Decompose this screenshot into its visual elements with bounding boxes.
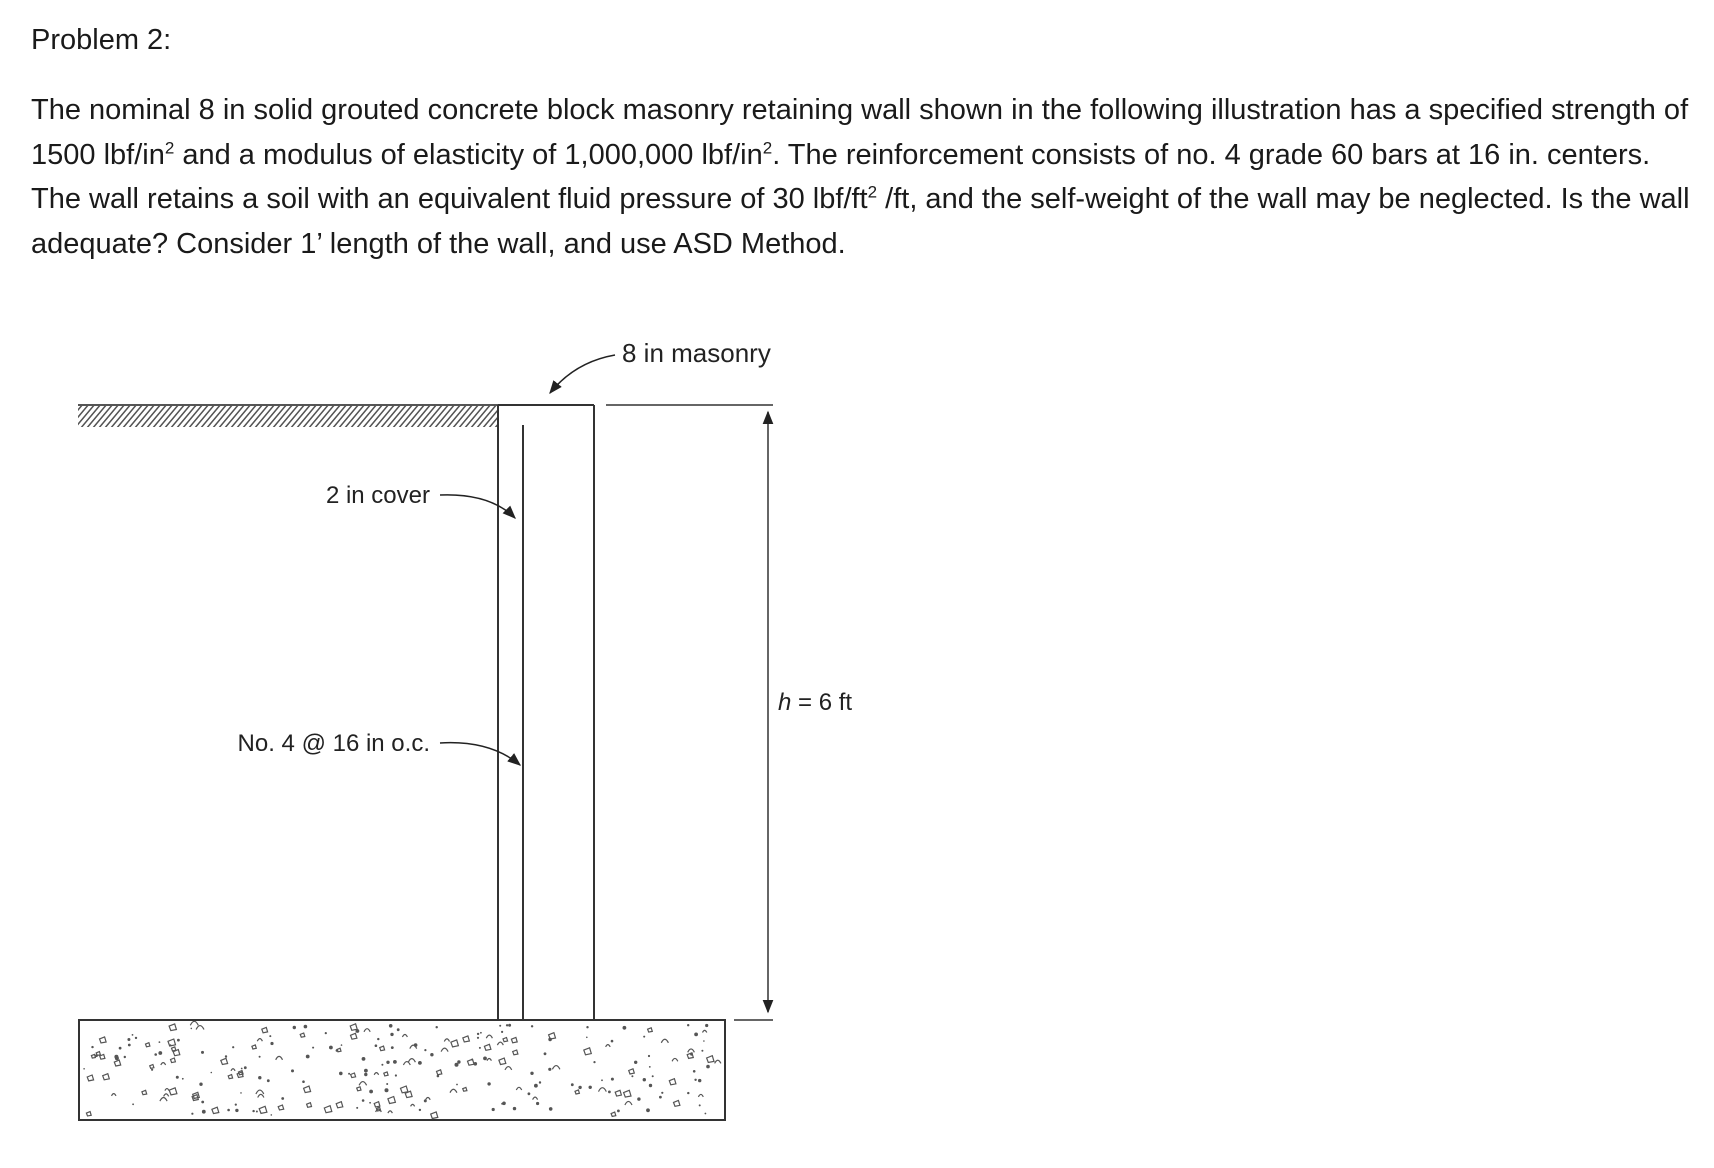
concrete-speckle: [615, 1090, 621, 1096]
problem-text-part: The nominal 8 in solid grouted concrete block masonry retaining wall shown in the following illustration has a specified strength of 1500 lbf/in: [31, 94, 1689, 171]
concrete-speckle: [356, 1029, 360, 1033]
concrete-speckle: [672, 1058, 678, 1061]
concrete-speckle: [694, 1079, 696, 1081]
problem-text-part: /ft, and the self-weight of the wall may be neglected. Is the wall adequate? Consider 1’ length of the wall, and use ASD Method.: [31, 183, 1690, 260]
concrete-speckle: [631, 1075, 633, 1077]
concrete-speckle: [397, 1028, 400, 1031]
concrete-speckle: [374, 1073, 378, 1075]
concrete-speckle: [534, 1084, 538, 1088]
concrete-speckle: [617, 1110, 620, 1113]
concrete-speckle: [142, 1090, 147, 1094]
concrete-speckle: [480, 1032, 482, 1034]
concrete-speckle: [357, 1087, 361, 1091]
concrete-speckle: [380, 1046, 385, 1051]
concrete-speckle: [463, 1036, 470, 1042]
concrete-speckle: [418, 1061, 422, 1065]
concrete-speckle: [499, 1025, 501, 1027]
concrete-speckle: [703, 1030, 707, 1032]
concrete-speckle: [487, 1059, 491, 1061]
concrete-speckle: [151, 1069, 153, 1071]
concrete-speckle: [252, 1045, 256, 1049]
concrete-speckle: [431, 1112, 438, 1119]
concrete-speckle: [388, 1111, 393, 1113]
concrete-speckle: [455, 1063, 459, 1067]
rebar-label-arrow: [440, 743, 520, 765]
concrete-speckle: [533, 1097, 538, 1100]
concrete-speckle: [513, 1107, 516, 1110]
concrete-speckle: [100, 1054, 105, 1059]
concrete-speckle: [168, 1039, 176, 1046]
concrete-speckle: [497, 1042, 503, 1045]
concrete-speckle: [376, 1109, 382, 1112]
concrete-speckle: [95, 1054, 98, 1057]
concrete-speckle: [486, 1035, 492, 1038]
concrete-speckle: [336, 1049, 339, 1052]
concrete-speckle: [227, 1109, 230, 1112]
concrete-speckle: [377, 1038, 379, 1040]
concrete-speckle: [698, 1094, 703, 1096]
concrete-speckle: [164, 1094, 169, 1097]
concrete-speckle: [589, 1086, 592, 1089]
concrete-speckle: [306, 1055, 310, 1059]
concrete-speckle: [705, 1113, 707, 1115]
concrete-speckle: [508, 1024, 511, 1027]
concrete-speckle: [502, 1102, 506, 1106]
concrete-speckle: [536, 1102, 539, 1105]
concrete-speckle: [112, 1094, 117, 1096]
concrete-speckle: [674, 1100, 680, 1106]
concrete-speckle: [661, 1039, 668, 1043]
concrete-speckle: [611, 1040, 614, 1043]
concrete-speckle: [694, 1033, 698, 1037]
concrete-speckle: [240, 1092, 242, 1094]
superscript-2: 2: [762, 137, 773, 157]
concrete-speckle: [661, 1092, 663, 1094]
concrete-speckle: [437, 1075, 440, 1078]
concrete-speckle: [359, 1082, 367, 1086]
concrete-speckle: [477, 1037, 479, 1039]
concrete-speckle: [374, 1102, 380, 1107]
concrete-speckle: [451, 1040, 459, 1047]
concrete-speckle: [158, 1051, 162, 1055]
concrete-speckle: [699, 1104, 701, 1106]
concrete-speckle: [456, 1084, 458, 1086]
concrete-speckle: [154, 1053, 157, 1056]
concrete-speckle: [511, 1037, 517, 1042]
concrete-speckle: [259, 1106, 267, 1113]
concrete-speckle: [258, 1076, 261, 1079]
concrete-speckle: [539, 1081, 541, 1083]
cover-label: 2 in cover: [325, 482, 430, 509]
concrete-speckle: [212, 1107, 219, 1113]
concrete-speckle: [643, 1036, 645, 1038]
concrete-speckle: [386, 1061, 389, 1064]
concrete-speckle: [146, 1043, 150, 1047]
concrete-speckle: [548, 1038, 552, 1042]
concrete-speckle: [690, 1053, 693, 1056]
concrete-speckle: [337, 1048, 341, 1052]
concrete-speckle: [127, 1038, 130, 1041]
concrete-speckle: [182, 1078, 184, 1080]
concrete-speckle: [393, 1060, 397, 1064]
concrete-speckle: [348, 1073, 350, 1075]
concrete-speckle: [388, 1097, 396, 1104]
concrete-speckle: [369, 1090, 373, 1094]
concrete-speckle: [191, 1028, 193, 1030]
problem-text-part: and a modulus of elasticity of 1,000,000 lbf/in: [174, 138, 763, 171]
concrete-speckle: [252, 1110, 254, 1112]
concrete-speckle: [307, 1103, 312, 1108]
concrete-speckle: [269, 1035, 271, 1037]
concrete-speckle: [190, 1021, 198, 1025]
footing: [79, 1020, 725, 1120]
concrete-speckle: [369, 1102, 371, 1104]
concrete-speckle: [437, 1070, 442, 1075]
problem-text-part: . The reinforcement consists of no. 4 grade 60 bars at 16 in. centers. The wall retains a soil with an equivalent fluid pressure of 30 lbf/ft: [31, 138, 1651, 215]
concrete-speckle: [549, 1033, 556, 1039]
concrete-speckle: [385, 1088, 389, 1092]
concrete-speckle: [424, 1049, 426, 1051]
concrete-speckle: [159, 1041, 161, 1043]
concrete-speckle: [649, 1066, 651, 1068]
concrete-speckle: [648, 1055, 650, 1057]
concrete-speckle: [530, 1072, 533, 1075]
concrete-speckle: [625, 1101, 632, 1105]
concrete-speckle: [501, 1103, 503, 1105]
concrete-speckle: [659, 1096, 662, 1099]
concrete-speckle: [191, 1113, 193, 1115]
concrete-speckle: [548, 1068, 551, 1071]
concrete-speckle: [531, 1025, 533, 1027]
concrete-speckle: [608, 1091, 611, 1094]
concrete-speckle: [637, 1097, 640, 1100]
concrete-speckle: [196, 1026, 204, 1030]
concrete-speckle: [669, 1079, 676, 1085]
concrete-speckle: [96, 1052, 100, 1056]
concrete-speckle: [395, 1074, 397, 1076]
concrete-speckle: [483, 1057, 487, 1061]
wall-label: 8 in masonry: [622, 338, 771, 368]
concrete-speckle: [114, 1055, 118, 1059]
concrete-speckle: [629, 1069, 635, 1074]
superscript-2: 2: [164, 137, 175, 157]
concrete-speckle: [444, 1039, 449, 1042]
concrete-speckle: [408, 1059, 415, 1063]
concrete-speckle: [499, 1058, 506, 1064]
concrete-speckle: [411, 1104, 415, 1106]
concrete-speckle: [479, 1047, 481, 1049]
concrete-speckle: [611, 1078, 614, 1081]
concrete-speckle: [336, 1102, 343, 1108]
concrete-speckle: [231, 1069, 235, 1071]
concrete-speckle: [503, 1038, 508, 1042]
concrete-speckle: [291, 1069, 294, 1072]
concrete-speckle: [584, 1048, 592, 1055]
concrete-speckle: [276, 1056, 283, 1059]
concrete-speckle: [293, 1026, 296, 1029]
concrete-speckle: [237, 1072, 243, 1078]
concrete-speckle: [703, 1040, 705, 1042]
problem-title: Problem 2:: [31, 24, 172, 56]
concrete-speckle: [351, 1033, 357, 1039]
concrete-speckle: [341, 1044, 343, 1046]
concrete-speckle: [707, 1056, 714, 1063]
concrete-speckle: [501, 1031, 503, 1033]
concrete-speckle: [304, 1025, 308, 1029]
concrete-speckle: [601, 1079, 603, 1081]
concrete-speckle: [364, 1073, 367, 1076]
concrete-speckle: [202, 1110, 206, 1114]
concrete-speckle: [128, 1044, 131, 1047]
concrete-speckle: [221, 1058, 228, 1064]
concrete-speckle: [471, 1059, 473, 1061]
concrete-speckle: [135, 1037, 137, 1039]
concrete-speckle: [705, 1024, 708, 1027]
concrete-speckle: [267, 1079, 270, 1082]
concrete-speckle: [199, 1083, 202, 1086]
height-value: = 6 ft: [791, 689, 853, 716]
concrete-speckle: [350, 1024, 357, 1030]
concrete-speckle: [606, 1045, 611, 1047]
concrete-speckle: [83, 1068, 85, 1070]
concrete-speckle: [87, 1075, 93, 1081]
concrete-speckle: [324, 1106, 332, 1113]
concrete-speckle: [325, 1032, 327, 1034]
concrete-speckle: [586, 1026, 588, 1028]
concrete-speckle: [171, 1058, 176, 1063]
rebar-line: [523, 425, 708, 1097]
concrete-speckle: [649, 1084, 652, 1087]
concrete-speckle: [698, 1079, 701, 1082]
concrete-speckle: [375, 1044, 378, 1047]
concrete-speckle: [232, 1046, 234, 1048]
concrete-speckle: [426, 1098, 431, 1100]
concrete-speckle: [258, 1094, 264, 1097]
concrete-speckle: [86, 1112, 91, 1116]
concrete-speckle: [457, 1060, 460, 1063]
concrete-speckle: [257, 1039, 262, 1042]
concrete-speckle: [424, 1099, 427, 1102]
concrete-speckle: [549, 1107, 553, 1111]
concrete-speckle: [362, 1099, 365, 1102]
concrete-speckle: [270, 1042, 273, 1045]
concrete-speckle: [436, 1026, 438, 1028]
rebar-label: No. 4 @ 16 in o.c.: [237, 730, 430, 757]
concrete-speckle: [235, 1109, 238, 1112]
concrete-speckle: [516, 1087, 521, 1090]
concrete-speckle: [611, 1112, 616, 1116]
concrete-speckle: [362, 1057, 366, 1061]
concrete-speckle: [259, 1056, 261, 1058]
concrete-speckle: [687, 1024, 689, 1026]
concrete-speckle: [701, 1050, 703, 1052]
concrete-speckle: [235, 1104, 237, 1106]
concrete-speckle: [528, 1092, 531, 1095]
concrete-speckle: [575, 1090, 579, 1094]
concrete-speckle: [170, 1044, 172, 1046]
concrete-speckle: [211, 1072, 213, 1074]
concrete-speckle: [165, 1089, 169, 1091]
concrete-speckle: [688, 1049, 695, 1052]
concrete-speckle: [405, 1091, 412, 1097]
superscript-2: 2: [867, 182, 878, 202]
concrete-speckle: [172, 1047, 176, 1051]
concrete-speckle: [329, 1046, 333, 1050]
concrete-speckle: [201, 1051, 204, 1054]
concrete-speckle: [132, 1034, 134, 1036]
concrete-speckle: [624, 1090, 631, 1097]
concrete-speckle: [593, 1061, 595, 1063]
concrete-speckle: [169, 1088, 177, 1095]
concrete-speckle: [351, 1073, 356, 1078]
concrete-speckle: [552, 1066, 560, 1070]
concrete-speckle: [150, 1065, 154, 1069]
concrete-speckle: [119, 1047, 122, 1050]
concrete-speckle: [468, 1059, 475, 1065]
concrete-speckle: [161, 1063, 166, 1065]
concrete-speckle: [386, 1083, 388, 1085]
concrete-speckle: [132, 1103, 134, 1105]
concrete-speckle: [687, 1092, 689, 1094]
concrete-speckle: [430, 1053, 433, 1056]
concrete-speckle: [91, 1046, 93, 1048]
concrete-speckle: [652, 1075, 654, 1077]
concrete-speckle: [463, 1087, 467, 1091]
concrete-speckle: [492, 1108, 495, 1111]
concrete-speckle: [225, 1055, 227, 1057]
concrete-speckle: [623, 1026, 627, 1030]
concrete-speckle: [477, 1033, 479, 1035]
height-variable: h: [778, 689, 792, 716]
ground-surface-hatch: [78, 405, 498, 427]
concrete-speckle: [403, 1062, 410, 1065]
concrete-speckle: [450, 1089, 457, 1092]
concrete-speckle: [176, 1076, 179, 1079]
masonry-wall: [498, 405, 594, 1020]
concrete-speckle: [487, 1082, 490, 1085]
concrete-speckle: [262, 1027, 268, 1032]
concrete-speckle: [646, 1108, 650, 1112]
concrete-speckle: [339, 1072, 343, 1076]
concrete-speckle: [364, 1029, 370, 1032]
concrete-speckle: [304, 1086, 311, 1093]
concrete-speckle: [91, 1054, 95, 1058]
concrete-speckle: [192, 1095, 198, 1101]
concrete-speckle: [256, 1111, 258, 1113]
concrete-speckle: [706, 1065, 710, 1069]
concrete-speckle: [648, 1028, 653, 1032]
concrete-speckle: [391, 1046, 394, 1049]
concrete-speckle: [484, 1044, 491, 1050]
concrete-speckle: [173, 1050, 180, 1056]
concrete-speckle: [160, 1098, 167, 1102]
concrete-speckle: [571, 1083, 574, 1086]
height-dimension: [606, 405, 773, 1020]
concrete-speckle: [402, 1035, 407, 1038]
concrete-speckle: [281, 1097, 284, 1100]
concrete-speckle: [114, 1060, 120, 1066]
concrete-speckle: [169, 1024, 176, 1031]
concrete-speckle: [376, 1107, 380, 1111]
concrete-speckle: [115, 1056, 119, 1060]
concrete-speckle: [228, 1075, 232, 1079]
concrete-speckle: [419, 1109, 421, 1111]
concrete-speckle: [414, 1043, 418, 1047]
concrete-speckle: [384, 1072, 388, 1076]
concrete-speckle: [356, 1107, 358, 1109]
concrete-speckle: [278, 1105, 284, 1110]
concrete-speckle: [177, 1039, 180, 1042]
concrete-speckle: [693, 1070, 696, 1073]
concrete-speckle: [474, 1062, 478, 1066]
concrete-speckle: [389, 1024, 393, 1028]
cover-label-arrow: [440, 495, 515, 518]
concrete-speckle: [687, 1053, 693, 1059]
concrete-speckle: [193, 1092, 200, 1098]
concrete-speckle: [401, 1086, 408, 1093]
concrete-speckle: [410, 1045, 417, 1048]
concrete-speckle: [506, 1024, 508, 1026]
wall-label-arrow: [550, 355, 615, 393]
concrete-speckle: [634, 1061, 637, 1064]
concrete-speckle: [124, 1056, 126, 1058]
concrete-speckle: [441, 1048, 448, 1052]
problem-statement: [31, 88, 1691, 266]
concrete-speckle: [390, 1033, 393, 1036]
concrete-speckle: [300, 1033, 305, 1037]
concrete-speckle: [103, 1074, 110, 1080]
concrete-speckle: [201, 1101, 204, 1104]
concrete-speckle: [244, 1066, 247, 1069]
concrete-speckle: [513, 1050, 518, 1055]
concrete-speckle: [271, 1114, 273, 1116]
concrete-speckle: [312, 1047, 314, 1049]
height-label: [778, 689, 852, 716]
concrete-speckle: [715, 1060, 721, 1063]
concrete-speckle: [364, 1069, 368, 1073]
concrete-speckle: [505, 1067, 512, 1070]
concrete-speckle: [238, 1071, 243, 1075]
concrete-speckle: [241, 1068, 243, 1070]
concrete-speckle: [544, 1052, 547, 1055]
concrete-speckle: [586, 1037, 588, 1039]
concrete-speckle: [302, 1080, 305, 1083]
concrete-speckle: [578, 1086, 581, 1089]
concrete-speckle: [381, 1064, 383, 1066]
concrete-speckle: [256, 1090, 264, 1094]
concrete-speckle: [643, 1078, 646, 1081]
concrete-speckle: [599, 1088, 607, 1092]
concrete-speckle: [100, 1037, 107, 1043]
